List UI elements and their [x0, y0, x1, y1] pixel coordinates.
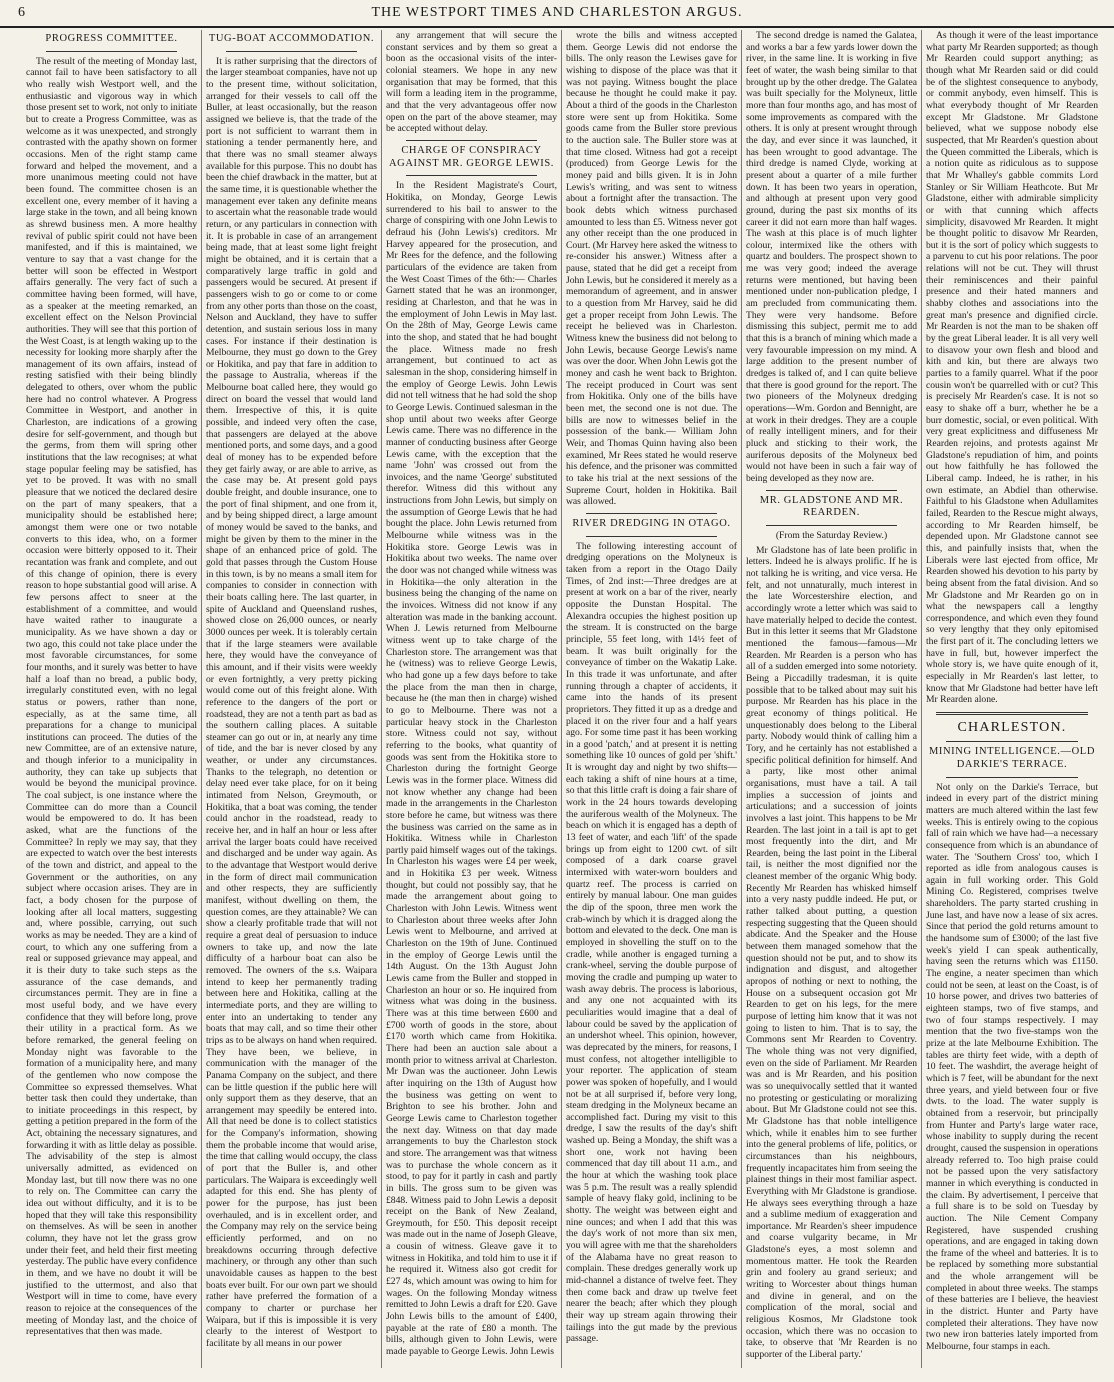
progress-committee-heading: PROGRESS COMMITTEE. — [45, 33, 178, 44]
divider — [946, 777, 1078, 778]
column-2 — [202, 30, 382, 1368]
section-divider — [936, 712, 1088, 715]
divider — [946, 741, 1078, 742]
column-1 — [22, 30, 202, 1368]
divider — [46, 51, 177, 52]
tug-boat-article: It is rather surprising that the directors of the larger steamboat companies, have not up to the present time, without solicitation, arranged for their vessels to call off the Buller, at least occasionally, but the reason assigned we believe is, that the trade of the port is not sufficient to warrant them in stationing a tender permanently here, and that there was no small steamer always available for this purpose. This no doubt has been the chief drawback in the matter, but at the same time, it is questionable whether the management ever taken any definite means to ascertain what the reasonable trade would return, or any particulars in connection with it. It is probable in case of an arrangement being made, that at least some light freight might be obtained, and it is certain that a comparatively large traffic in gold and passengers would be secured. At present if passengers wish to go or come to or come from any other ports than those on the coast, Nelson and Auckland, they have to suffer detention, and sustain serious loss in many cases. For instance if their destination is Melbourne, they must go down to the Grey or Hokitika, and pay that fare in addition to the passage to Australia, whereas if the Melbourne boat called here, they would go direct on board the vessel that would land them. Irrespective of this, it is quite possible, and indeed very often the case, that passengers are delayed at the above mentioned ports, and some days, and a good deal of money has to be expended before they get fairly away, or are able to arrive, as the case may be. At present gold pays double freight, and double insurance, one to the port of final shipment, and one from it, and by being shipped direct, a large amount of money would be saved to the banks, and might be given by them to the miner in the shape of an enhanced price of gold. The gold that passes through the Custom House in this town, is by no means a small item for companies to consider in connection with their boats calling here. The last quarter, in spite of Auckland and Queensland rushes, showed close on 26,000 ounces, or nearly 3000 ounces per week. It is tolerably certain that if the large steamers were available here, they would have the conveyance of this amount, and if their visits were weekly or even fortnightly, a very pretty picking would come out of this freight alone. With reference to the dangers of the port or roadstead, they are not a tenth part as bad as the southern calling places. A suitable steamer can go out or in, at nearly any time of tide, and the bar is never closed by any weather, or under any circumstances. Thanks to the telegraph, no detention or delay need ever take place, for on it being intimated from Nelson, Greymouth, or Hokitika, that a boat was coming, the tender could anchor in the roadstead, ready to receive her, and in half an hour or less after arrival the larger boats could have received and discharged and be under way again. As to the advantage that Westport would derive in the form of direct mail communication and other respects, they are sufficiently manifest, without dwelling on them, the question comes, are they attainable? We can show a clearly profitable trade that will not require a great deal of persuasion to induce owners to take up, and now the late difficulty of a harbour boat can also be removed. The owners of the s.s. Waipara intend to keep her permanently trading between here and Hokitika, calling at the intermediate ports, and they are willing to enter into an undertaking to tender any boats that may call, and so time their other trips as to be always on hand when required. They have been, we believe, in communication with the manager of the Panama Company on the subject, and there can be little question if the public here will only support them as they deserve, that an arrangement may speedily be entered into. All that need be done is to collect statistics for the Company's information, showing them the probable income that would arise, the time that calling would occupy, the class of port that the Buller is, and other particulars. The Waipara is exceedingly well adapted for this end. She has plenty of power for the purpose, has just been overhauled, and is in excellent order, and the Company may rely on the service being efficiently performed, and on no breakdowns occurring through defective machinery, or through any other than such unavoidable causes as happen to the best boats ever built. For our own part we should rather have preferred the formation of a company to charter or purchase her Waipara, but if this is impossible it is very clearly to the interest of Westport to facilitate by all means in our power — [206, 55, 377, 1349]
column-6 — [922, 30, 1102, 1368]
column-3 — [382, 30, 562, 1368]
columns — [22, 30, 1104, 1368]
conspiracy-heading: CHARGE OF CONSPIRACY AGAINST MR. GEORGE LEWIS. — [388, 144, 554, 169]
charleston-section-title: CHARLESTON. — [957, 720, 1067, 736]
river-dredging-article: The following interesting account of dredging operations on the Molyneux is taken from a report in the Otago Daily Times, of 2nd inst:—Three dredges are at present at work on a bar of the river, nearly opposite the Dunstan Hospital. The Alexandra occupies the highest position up the stream. It is constructed on the barge principle, 55 feet long, with 14½ feet of beam. It was built originally for the conveyance of timber on the Wakatip Lake. In this trade it was unfortunate, and after running through a chapter of accidents, it came into the hands of its present proprietors. They fitted it up as a dredge and placed it on the river four and a half years ago. For some time past it has been working in a good 'patch,' and at present it is netting something like 10 ounces of gold per 'shift.' It is wrought day and night by two shifts—each taking a shift of nine hours at a time, so that this little craft is doing a fair share of work in the 24 hours towards developing the auriferous wealth of the Molyneux. The beach on which it is engaged has a depth of 13 feet of water, and each 'lift' of the spade brings up from eight to 1200 cwt. of silt composed of a dark coarse gravel intermixed with water-worn boulders and quartz reef. The process is carried on entirely by manual labour. One man guides the dip of the spoon, three men work the crab-winch by which it is dragged along the bottom and elevated to the deck. One man is employed in shovelling the stuff on to the cradle, while another is engaged turning a crank-wheel, serving the double purpose of moving the cradle and pumping up water to wash away debris. The process is laborious, and any one not acquainted with its peculiarities would imagine that a deal of labour could be saved by the application of an undershot wheel. This opinion, however, was deprecated by the miners, for reasons, I must confess, not altogether intelligible to your reporter. The application of steam power was spoken of hopefully, and I would not be at all surprised if, before very long, steam dredging in the Molyneux became an accomplished fact. During my visit to this dredge, I saw the results of the day's shift washed up. Being a Monday, the shift was a short one, work not having been commenced that day till about 11 a.m., and the hour at which the washing took place was 5 p.m. The result was a really splendid sample of heavy flaky gold, inclining to be shotty. The weight was between eight and nine ounces; and when I add that this was the day's work of not more than six men, you will agree with me that the shareholders of the Alabama have no great reason to complain. These dredges generally work up mid-channel a distance of twelve feet. They then come back and draw up twelve feet nearer the beach; after which they plough their way up stream again throwing their tailings into the gut made by the previous passage. — [566, 540, 737, 1345]
divider — [586, 513, 717, 514]
gladstone-article: Mr Gladstone has of late been prolific in letters. Indeed he is always prolific. If he is not talking he is writing, and vice versa. He felt, and not unnaturally, much interest in the late Worcestershire election, and accordingly wrote a letter which was said to have materially helped to decide the contest. But in this letter it seems that Mr Gladstone mentioned the famous—famous—Mr Rearden. Mr Rearden is a person who has all of a sudden emerged into some notoriety. Being a Piccadilly tradesman, it is quite possible that to be talked about may suit his purpose. Mr Rearden has his place in the great economy of things political. He unquestionably does belong to the Liberal party. Nobody would think of calling him a Tory, and he certainly has not established a specific political definition for himself. And a party, like most other animal organisations, must have a tail. A tail implies a succession of joints and articulations; and a succession of joints involves a last joint. This happens to be Mr Rearden. The last joint in a tail is apt to get most frequently into the dirt, and Mr Rearden, being the last point in the Liberal tail, is neither the most dignified nor the cleanest member of the organic Whig body. Recently Mr Rearden has whisked himself into a very nasty puddle indeed. He put, or rather talked about putting, a question respecting suggesting that the Queen should abdicate. And the Speaker and the House between them managed somehow that the question should not be put, and to show its indignation and disgust, and altogether apropos of nothing or next to nothing, the House on a subsequent occasion got Mr Rearden to get on his legs, for the mere purpose of letting him know that it was not going to listen to him. That is to say, the Commons sent Mr Rearden to Coventry. The whole thing was not very dignified, even on the side of Parliament. Mr Rearden was and is Mr Rearden, and his position was so unequivocally settled that it wanted no protesting or gesticulating or moralizing about. But Mr Gladstone could not see this. Mr Gladstone has that noble intelligence which, while it enables him to see further into the general problems of life, politics, or circumstances than his neighbours, frequently incapacitates him from seeing the plainest things in their most familiar aspect. Everything with Mr Gladstone is grandiose. He always sees everything through a haze and a sublime medium of exaggeration and importance. Mr Rearden's sheer impudence and coarse vulgarity became, in Mr Gladstone's eyes, a most solemn and momentous matter. He took the Rearden grin and foolery au grand serieux; and writing to Worcester about things human and divine in general, and on the complication of the moral, social and religious Kosmos, Mr Gladstone took occasion, which there was no occasion to take, to observe that 'Mr Rearden is no supporter of the Liberal party.' — [746, 544, 917, 1361]
mining-intelligence-article: Not only on the Darkie's Terrace, but indeed in every part of the district mining matters are much altered within the last few weeks. This is entirely owing to the copious fall of rain which we have had—a necessary consequence from which is an abundance of water. The 'Southern Cross' too, which I reported as idle from analogous causes is again in full working order. This Gold Mining Co. Registered, comprises twelve shareholders. The party started crushing in June last, and have now a lease of six acres. Since that period the gold returns amount to the handsome sum of £3000; of the last five week's yield I can speak authentically, having seen the returns which was £1150. The engine, a neater specimen than which could not be seen, at least on the Coast, is of 10 horse power, and drives two batteries of eighteen stamps, two of five stamps, and two of four stamps respectively. I may mention that the two five-stamps won the prize at the late Melbourne Exhibition. The tables are thirty feet wide, with a depth of 10 feet. The washdirt, the average height of which is 7 feet, will be abundant for the next three years, and yield between four or five dwts. to the load. The water supply is obtained from a reservoir, but principally from Hunter and Party's large water race, whose inability to supply during the recent drought, caused the suspension in operations already referred to. Too high praise could not be passed upon the very satisfactory manner in which everything is conducted in the claim. By advertisement, I perceive that a full share is to be sold on Tuesday by auction. The Nile Cement Company Registered, have suspended crushing operations, and are engaged in taking down the frame of the wheel and batteries. It is to be replaced by something more substantial and the whole arrangement will be completed in about three weeks. The stamps of these batteries are I believe, the heaviest in the district. Hunter and Party have completed their alterations. They have now two new iron batteries lately imported from Melbourne, four stamps in each. — [926, 781, 1098, 1353]
column-4 — [562, 30, 742, 1368]
page-number: 6 — [18, 5, 25, 20]
divider — [586, 536, 717, 537]
divider — [766, 525, 897, 526]
divider — [406, 140, 537, 141]
divider — [406, 175, 537, 176]
tug-boat-heading: TUG-BOAT ACCOMMODATION. — [208, 33, 375, 44]
progress-committee-article: The result of the meeting of Monday last, cannot fail to have been satisfactory to all who really wish Westport well, and the enthusiastic and vigorous way in which those present set to work, not only to initiate but to create a Progress Committee, was as welcome as it was unexpected, and strongly contrasted with the apathy shown on former occasions. Men of the right stamp came forward and helped the movement, and a more unanimous meeting could not have been found. The committee chosen is an excellent one, every member of it having a large stake in the town, and all being known as shrewd business men. A more healthy revival of public spirit could not have been manifested, and if this is maintained, we venture to say that a vast change for the better will soon be effected in Westport affairs generally. The very fact of such a committee having been formed, will have, as a speaker at the meeting remarked, an excellent effect on the Nelson Provincial authorities. They will see that this portion of the West Coast, is at length waking up to the necessity for looking more sharply after the management of its own affairs, instead of resting satisfied with their being blindly delegated to others, over whom the public here had no control whatever. A Progress Committee in Westport, and another in Charleston, are indications of a growing desire for self-government, and though but the germs, from them will spring other institutions that the law recognises; at what stage popular feeling may be satisfied, has yet to be proved. It was with no small pleasure that we noticed the declared desire on the part of many speakers, that a municipality should be established here; amongst them were one or two notable converts to this idea, who, on a former occasion were bitterly opposed to it. Their recantation was frank and complete, and out of this change of opinion, there is every reason to hope substantial good will arise. A few persons affect to sneer at the establishment of a committee, and would have waited rather to inaugurate a municipality. As we have shown a day or two ago, this could not take place under the most favorable circumstances, for some four months, and it surely was better to have half a loaf than no bread, a public body, irregularly constituted even, with no legal status or powers, rather than none, especially, as at the same time, all preparations for a change to municipal institutions can proceed. The duties of the new Committee, are of an extensive nature, and though inferior to a municipality in authority, they can take up subjects that would be beyond the municipal province. The coal subject, is one instance where the Committee can do more than a Council would be empowered to do. It has been asked, what are the functions of the Committee? In reply we may say, that they are expected to watch over the best interests of the town and district, and appeal to the Government or the authorities, on any subject where occasion arises. They are in fact, a body chosen for the purpose of looking after all local matters, suggesting and, where possible, carrying, out such works as may be needed. They are a kind of court, to which any one suffering from a real or supposed grievance may appeal, and it is their duty to take such steps as the assurance of the case demands, and circumstances permit. They are in fine a most useful body, and we have every confidence that they will before long, prove their utility in a practical form. As we before remarked, the general feeling on Monday night was favorable to the formation of a municipality here, and many of the gentlemen who now compose the Committee so expressed themselves. What better task then could they undertake, than to initiate proceedings in this respect, by getting a petition prepared in the form of the Act, obtaining the necessary signatures, and forwarding it with as little delay as possible. The advisability of the step is almost universally admitted, as evidenced on Monday last, but till now there was no one to rely on. The Committee can carry the idea out without difficulty, and it is to be hoped that they will take this responsibility on themselves. As will be seen in another column, they have not let the grass grow under their feet, and held their first meeting yesterday. The public have every confidence in them, and we have no doubt it will be justified to the uttermost, and also that Westport will in time to come, have every reason to rejoice at the consequences of the meeting of Monday last, and the choice of representatives that then was made. — [26, 55, 197, 1338]
conspiracy-article: In the Resident Magistrate's Court, Hokitika, on Monday, George Lewis surrendered to his bail to answer to the charge of conspiring with one John Lewis to defraud his (John Lewis's) creditors. Mr Harvey appeared for the prosecution, and Mr Rees for the defence, and the following particulars of the evidence are taken from the West Coast Times of the 6th:— Charles Garnett stated that he was an ironmonger, residing at Charleston, and that he was in the employment of John Lewis in May last. On the 28th of May, George Lewis came into the shop, and stated that he had bought the place. Witness made no fresh arrangement, but continued to act as salesman in the shop, considering himself in the employ of George Lewis. John Lewis did not tell witness that he had sold the shop to George Lewis. Continued salesman in the shop until about two weeks after George Lewis came. There was no difference in the manner of conducting business after George Lewis came, with the exception that the name 'John' was crossed out from the invoices, and the name 'George' substituted therefor. Witness did this without any instructions from John Lewis, but simply on the assumption of George Lewis that he had bought the place. John Lewis returned from Melbourne while witness was in the Hokitika store. George Lewis was in Hokitika about two weeks. The name over the door was not changed while witness was in Hokitika—the only alteration in the business being the changing of the name on the invoices. Witness did not know if any alteration was made in the banking account. When J. Lewis returned from Melbourne witness went up to take charge of the Charleston store. The arrangement was that he (witness) was to relieve George Lewis, who had gone up a few days before to take the place from the man then in charge, because he (the man then in charge) wished to go to Melbourne. There was not a particular heavy stock in the Charleston store. Witness could not say, without referring to the books, what quantity of goods was sent from the Hokitika store to Charleston during the fortnight George Lewis was in the former place. Witness did not know whether any change had been made in the arrangements in the Charleston store before he came, but witness was there the business was carried on the same as in Hokitika. Witness while in Charleston partly paid himself wages out of the takings. In Charleston his wages were £4 per week, and in Hokitika £3 per week. Witness thought, but could not possibly say, that he made the arrangement about going to Charleston with John Lewis. Witness went to Charleston about three weeks after John Lewis went to Melbourne, and arrived at Charleston on the 19th of June. Continued in the employ of George Lewis until the 14th August. On the 13th August John Lewis came from the Buller and stopped in Charleston an hour or so. He inquired from witness what was doing in the business. There was at this time between £600 and £700 worth of goods in the store, about £170 worth which came from Hokitika. There had been an auction sale about a month prior to witness arrival at Charleston. Mr Dwan was the auctioneer. John Lewis after inquiring on the 13th of August how the business was getting on went to Brighton to see his brother. John and George Lewis came to Charleston together the next day. Witness on that day made arrangements to buy the Charleston stock and store. The arrangement was that witness was to purchase the whole concern as it stood, to pay for it partly in cash and partly in bills. The gross sum to be given was £848. Witness paid to John Lewis a deposit receipt on the Bank of New Zealand, Greymouth, for £50. This deposit receipt was made out in the name of Joseph Gleave, a cousin of witness. Gleave gave it to witness in Hokitika, and told him to use it if he required it. Witness also got credit for £27 4s, which amount was owing to him for wages. On the following Monday witness remitted to John Lewis a draft for £20. Gave John Lewis bills to the amount of £400, payable at the rate of £80 a month. The bills, although given to John Lewis, were made payable to George Lewis. John Lewis — [386, 180, 557, 1358]
gladstone-heading: MR. GLADSTONE AND MR. REARDEN. — [759, 494, 904, 519]
column-5 — [742, 30, 922, 1368]
mining-intelligence-heading: MINING INTELLIGENCE.—OLD DARKIE'S TERRACE. — [928, 746, 1096, 770]
divider — [226, 51, 357, 52]
conspiracy-article-continued: wrote the bills and witness accepted them. George Lewis did not endorse the bills. The only reason the Lewises gave for wishing to dispose of the place was that it was not paying. Witness bought the place because he thought he could make it pay. About a third of the goods in the Charleston store were sent up from Hokitika. Some goods came from the Buller store previous to the auction sale. The Buller store was at that time closed. Witness had got a receipt (produced) from George Lewis for the money paid and bills given. It is in John Lewis's writing, and was sent to witness about a fortnight after the transaction. The book debts which witness purchased amounted to less than £5. Witness never got any other receipt than the one produced in Court. (Mr Harvey here asked the witness to re-consider his answer.) Witness after a pause, stated that he did get a receipt from John Lewis, but he considered it merely as a memorandum of agreement, and in answer to a question from Mr Harvey, said he did get a proper receipt from John Lewis. The receipt he believed was in Charleston. Witness knew the business did not belong to John Lewis, because George Lewis's name was over the door. When John Lewis got the money and cash he went back to Brighton. The receipt produced in Court was sent from Hokitika. Only one of the bills have been met, the second one is not due. The bills are now to witnesses belief in the possession of the bank.— William John Weir, and Thomas Quinn having also been examined, Mr Rees stated he would reserve his defence, and the prisoner was committed to take his trial at the next sessions of the Supreme Court, holden in Hokitika. Bail was allowed. — [566, 30, 737, 508]
tug-boat-article-continued: any arrangement that will secure the constant services and by them so great a boon as the occasional visits of the inter-colonial steamers. We hope in any new organisation that may be formed, that this will form a leading item in the programme, and that the very advantageous offer now open on the part of the above steamer, may be accepted without delay. — [386, 30, 557, 135]
masthead-title: THE WESTPORT TIMES AND CHARLESTON ARGUS. — [371, 5, 743, 20]
river-dredging-heading: RIVER DREDGING IN OTAGO. — [572, 517, 731, 529]
gladstone-article-continued: As though it were of the least importance what party Mr Rearden supported; as though Mr Rearden could support anything; as though what Mr Rearden said or did could be of the slightest consequence to anybody, or commit anybody, even himself. This is what everybody thought of Mr Rearden except Mr Gladstone. Mr Gladstone believed, what we suppose nobody else suspected, that Mr Rearden's question about the Queen committed the Liberals, which is a notion quite as ridiculous as to suppose that Mr Whalley's gabble commits Lord Stanley or Sir William Heathcote. But Mr Gladstone, either with admirable simplicity or with that cunning which affects simplicity, disavowed Mr Rearden. It might be thought politic to disavow Mr Rearden, but it is the sort of policy which suggests to a parvenu to cut his poor relations. The poor relations will not be cut. They will thrust their reminiscences and their painful presence and their hated manners and shabby clothes and associations into the great man's presence and dignified circle. Mr Rearden is not the man to be shaken off by the great Liberal leader. It is all very well to disavow your own flesh and blood and kith and kin, but there are always two parties to a family quarrel. What if the poor cousin won't be quarrelled with or cut? This is precisely Mr Rearden's case. It is not so easy to shake off a burr, whether he be a burr domestic, social, or even political. With very great explicitness and diffuseness Mr Rearden rejoins, and protests against Mr Gladstone's repudiation of him, and points out how faithfully he has followed the Liberal camp. Indeed, he is rather, in his own estimate, an Abdiel than otherwise. Faithful to his Gladstone when Adullamites failed, Rearden to the Rescue might always, according to Mr Rearden himself, be depended upon. Mr Gladstone cannot see this, and painfully insists that, when the Liberals were last ejected from office, Mr Rearden showed his devotion to his party by being absent from the fatal division. And so Mr Gladstone and Mr Rearden go on in what the newspapers call a lengthy correspondence, and which even they found so very lengthy that they only epitomised the first part of it. The concluding letters we have in full, but, however imperfect the whole story is, we have quite enough of it, especially in Mr Rearden's last letter, to know that Mr Gladstone had better have left Mr Rearden alone. — [926, 30, 1098, 706]
page-header — [0, 0, 1114, 28]
river-dredging-article-continued: The second dredge is named the Galatea, and works a bar a few yards lower down the river, in the same line. It is working in five feet of water, the wash being similar to that brought up by the other dredge. The Galatea was built specially for the Molyneux, little more than four months ago, and has most of some improvements as compared with the others. It is only at present wrought through the day, and ever since it was launched, it has been wrought to good advantage. The third dredge is named Clyde, working at present about a quarter of a mile further down. It has been two years in operation, and although at present upon very good ground, during the past six months of its career it did not earn more than half wages. The wash at this place is of much lighter colour, intermixed like the others with quartz and boulders. The prospect shown to me was very good; indeed the average returns were mentioned, but having been mentioned under non-publication pledge, I am precluded from communicating them. They were very handsome. Before dismissing this subject, permit me to add that this is a branch of mining which made a very favourable impression on my mind. A large addition to the present number of dredges is talked of, and I can quite believe that there is good ground for the report. The two pioneers of the Molyneux dredging operations—Wm. Gordon and Bennight, are at work in their dredges. They are a couple of really intelligent miners, and for their pluck and sticking to their work, the auriferous deposits of the Molyneux bed would not have been in such a fair way of being developed as they now are. — [746, 30, 917, 484]
divider — [766, 490, 897, 491]
gladstone-source-credit: (From the Saturday Review.) — [775, 530, 888, 542]
